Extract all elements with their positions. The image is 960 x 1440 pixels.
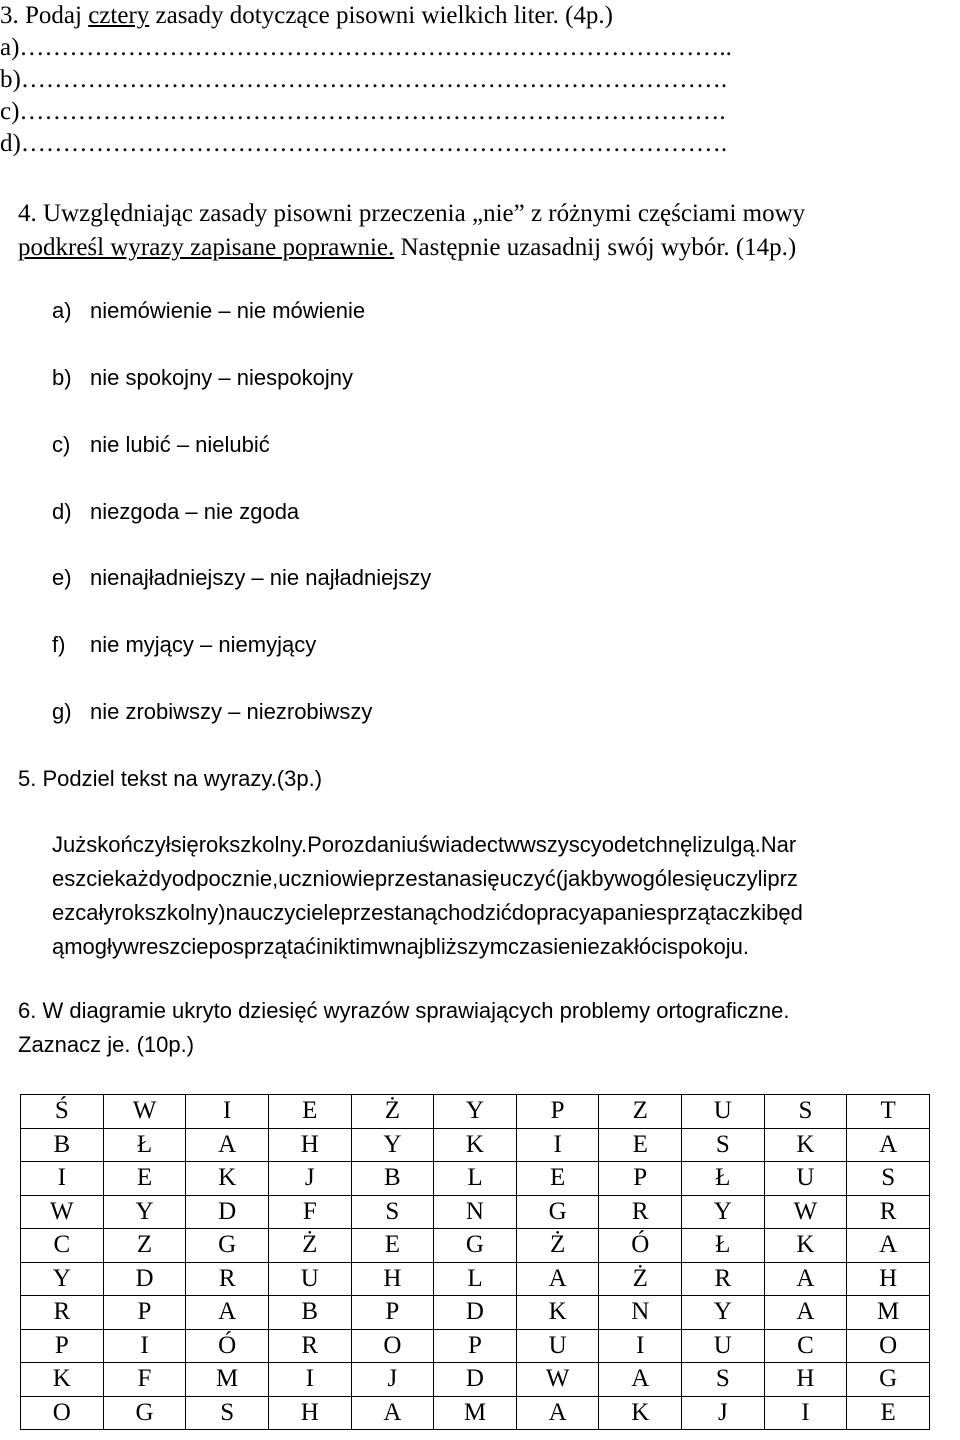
grid-cell[interactable]: Y xyxy=(682,1296,765,1330)
grid-cell[interactable]: R xyxy=(599,1195,682,1229)
grid-cell[interactable]: K xyxy=(21,1363,104,1397)
answer-label: a) xyxy=(0,34,20,61)
grid-cell[interactable]: U xyxy=(268,1262,351,1296)
q5-text-line-1: Jużskończyłsięrokszkolny.Porozdaniuświadectwwszyscyodetchnęlizulgą.Nar xyxy=(52,832,797,857)
q5-text-line-3: ezcałyrokszkolny)nauczycieleprzestanąchodzićdopracyapaniesprzątaczkibęd xyxy=(52,900,803,925)
grid-cell[interactable]: B xyxy=(351,1162,434,1196)
grid-cell[interactable]: M xyxy=(434,1396,517,1430)
grid-cell[interactable]: Y xyxy=(21,1262,104,1296)
grid-row xyxy=(21,1095,930,1129)
grid-cell[interactable]: A xyxy=(847,1229,930,1263)
question-4-line-2 xyxy=(18,232,796,264)
grid-cell[interactable]: A xyxy=(516,1262,599,1296)
grid-cell[interactable]: P xyxy=(103,1296,186,1330)
answer-dots: …………………………………………………………………………. xyxy=(19,98,726,125)
q3-underlined-word: cztery xyxy=(88,2,150,29)
grid-cell[interactable]: R xyxy=(847,1195,930,1229)
grid-cell[interactable]: G xyxy=(516,1195,599,1229)
grid-cell[interactable]: S xyxy=(682,1363,765,1397)
answer-label: d) xyxy=(0,130,21,157)
grid-cell[interactable]: E xyxy=(516,1162,599,1196)
grid-cell[interactable]: Ł xyxy=(682,1162,765,1196)
q3-answer-a[interactable] xyxy=(0,32,732,64)
grid-cell[interactable]: H xyxy=(351,1262,434,1296)
grid-cell[interactable]: U xyxy=(682,1095,765,1129)
question-6-line-2: Zaznacz je. (10p.) xyxy=(18,1032,195,1057)
grid-cell[interactable]: N xyxy=(434,1195,517,1229)
grid-cell[interactable]: I xyxy=(103,1329,186,1363)
grid-cell[interactable]: M xyxy=(847,1296,930,1330)
grid-cell[interactable]: K xyxy=(599,1396,682,1430)
grid-cell[interactable]: Z xyxy=(103,1229,186,1263)
answer-dots: …………………………………………………………………………. xyxy=(20,66,728,93)
grid-cell[interactable]: Y xyxy=(682,1195,765,1229)
grid-cell[interactable]: Y xyxy=(351,1128,434,1162)
option-label: b) xyxy=(52,365,72,390)
q3-text-pre: 3. Podaj xyxy=(0,2,89,29)
grid-cell[interactable]: P xyxy=(434,1329,517,1363)
grid-cell[interactable]: C xyxy=(764,1329,847,1363)
q4-option-d[interactable] xyxy=(52,497,299,527)
grid-row xyxy=(21,1262,930,1296)
grid-cell[interactable]: L xyxy=(434,1262,517,1296)
grid-cell[interactable]: S xyxy=(682,1128,765,1162)
grid-cell[interactable]: S xyxy=(847,1162,930,1196)
grid-row xyxy=(21,1229,930,1263)
grid-cell[interactable]: H xyxy=(764,1363,847,1397)
grid-cell[interactable]: N xyxy=(599,1296,682,1330)
grid-cell[interactable]: E xyxy=(103,1162,186,1196)
grid-cell[interactable]: Y xyxy=(103,1195,186,1229)
grid-cell[interactable]: Y xyxy=(434,1095,517,1129)
grid-cell[interactable]: D xyxy=(103,1262,186,1296)
option-text: niezgoda – nie zgoda xyxy=(90,499,300,524)
option-text: nie lubić – nielubić xyxy=(90,432,270,457)
grid-cell[interactable]: A xyxy=(764,1296,847,1330)
grid-cell[interactable]: U xyxy=(682,1329,765,1363)
grid-cell[interactable]: B xyxy=(21,1128,104,1162)
grid-cell[interactable]: Ż xyxy=(351,1095,434,1129)
grid-row xyxy=(21,1329,930,1363)
grid-cell[interactable]: I xyxy=(516,1128,599,1162)
grid-cell[interactable]: Ś xyxy=(21,1095,104,1129)
grid-cell[interactable]: P xyxy=(516,1095,599,1129)
answer-dots: ………………………………………………………………………….. xyxy=(19,34,732,61)
question-4-line-1: 4. Uwzględniając zasady pisowni przeczenia „nie” z różnymi częściami mowy xyxy=(18,200,806,227)
grid-cell[interactable]: Ż xyxy=(268,1229,351,1263)
answer-label: c) xyxy=(0,98,20,125)
grid-row xyxy=(21,1128,930,1162)
grid-cell[interactable]: B xyxy=(268,1296,351,1330)
grid-cell[interactable]: J xyxy=(351,1363,434,1397)
grid-row xyxy=(21,1195,930,1229)
grid-cell[interactable]: A xyxy=(764,1262,847,1296)
grid-cell[interactable]: W xyxy=(764,1195,847,1229)
answer-label: b) xyxy=(0,66,21,93)
grid-cell[interactable]: Ó xyxy=(186,1329,269,1363)
grid-cell[interactable]: K xyxy=(516,1296,599,1330)
q4-underlined-instruction: podkreśl wyrazy zapisane poprawnie. xyxy=(18,234,395,261)
grid-cell[interactable]: O xyxy=(847,1329,930,1363)
option-label: a) xyxy=(52,298,72,323)
grid-cell[interactable]: O xyxy=(21,1396,104,1430)
grid-cell[interactable]: O xyxy=(351,1329,434,1363)
grid-cell[interactable]: E xyxy=(351,1229,434,1263)
question-6-line-1: 6. W diagramie ukryto dziesięć wyrazów sprawiających problemy ortograficzne. xyxy=(18,998,790,1023)
grid-row xyxy=(21,1396,930,1430)
option-text: nie myjący – niemyjący xyxy=(90,632,317,657)
grid-cell[interactable]: F xyxy=(103,1363,186,1397)
q4-option-b[interactable] xyxy=(52,363,353,393)
option-text: nie zrobiwszy – niezrobiwszy xyxy=(90,699,373,724)
grid-cell[interactable]: A xyxy=(847,1128,930,1162)
grid-cell[interactable]: S xyxy=(351,1195,434,1229)
grid-row xyxy=(21,1363,930,1397)
grid-cell[interactable]: U xyxy=(516,1329,599,1363)
grid-cell[interactable]: W xyxy=(21,1195,104,1229)
grid-cell[interactable]: M xyxy=(186,1363,269,1397)
grid-cell[interactable]: L xyxy=(434,1162,517,1196)
option-label: d) xyxy=(52,499,72,524)
grid-cell[interactable]: C xyxy=(21,1229,104,1263)
grid-row xyxy=(21,1162,930,1196)
grid-cell[interactable]: H xyxy=(268,1396,351,1430)
grid-cell[interactable]: T xyxy=(847,1095,930,1129)
grid-cell[interactable]: D xyxy=(434,1363,517,1397)
grid-cell[interactable]: Ł xyxy=(682,1229,765,1263)
grid-cell[interactable]: E xyxy=(268,1095,351,1129)
q3-answer-c[interactable] xyxy=(0,96,726,128)
grid-cell[interactable]: Z xyxy=(599,1095,682,1129)
grid-cell[interactable]: A xyxy=(186,1296,269,1330)
grid-cell[interactable]: W xyxy=(516,1363,599,1397)
grid-cell[interactable]: R xyxy=(21,1296,104,1330)
grid-cell[interactable]: D xyxy=(434,1296,517,1330)
grid-cell[interactable]: S xyxy=(764,1095,847,1129)
grid-cell[interactable]: A xyxy=(351,1396,434,1430)
q3-answer-d[interactable] xyxy=(0,128,727,160)
grid-cell[interactable]: E xyxy=(599,1128,682,1162)
grid-cell[interactable]: I xyxy=(268,1363,351,1397)
grid-row xyxy=(21,1296,930,1330)
grid-cell[interactable]: A xyxy=(599,1363,682,1397)
grid-cell[interactable]: K xyxy=(764,1229,847,1263)
q4-option-f[interactable] xyxy=(52,630,316,660)
grid-cell[interactable]: A xyxy=(186,1128,269,1162)
grid-cell[interactable]: G xyxy=(847,1363,930,1397)
q4-option-e[interactable] xyxy=(52,563,431,593)
grid-cell[interactable]: H xyxy=(268,1128,351,1162)
grid-cell[interactable]: A xyxy=(516,1396,599,1430)
q4-text-post: Następnie uzasadnij swój wybór. (14p.) xyxy=(394,234,797,261)
option-label: c) xyxy=(52,432,71,457)
q5-text-line-4: ąmogływreszcieposprzątaćiniktimwnajbliższymczasieniezakłócispokoju. xyxy=(52,934,749,959)
grid-cell[interactable]: I xyxy=(186,1095,269,1129)
grid-cell[interactable]: J xyxy=(682,1396,765,1430)
grid-cell[interactable]: K xyxy=(434,1128,517,1162)
grid-cell[interactable]: J xyxy=(268,1162,351,1196)
grid-cell[interactable]: R xyxy=(186,1262,269,1296)
grid-cell[interactable]: U xyxy=(764,1162,847,1196)
grid-cell[interactable]: Ó xyxy=(599,1229,682,1263)
grid-cell[interactable]: H xyxy=(847,1262,930,1296)
grid-cell[interactable]: G xyxy=(186,1229,269,1263)
grid-cell[interactable]: Ż xyxy=(516,1229,599,1263)
option-text: niemówienie – nie mówienie xyxy=(90,298,366,323)
grid-cell[interactable]: Ż xyxy=(599,1262,682,1296)
q4-option-a[interactable] xyxy=(52,296,365,326)
option-label: f) xyxy=(52,632,66,657)
grid-cell[interactable]: P xyxy=(599,1162,682,1196)
option-text: nienajładniejszy – nie najładniejszy xyxy=(90,565,432,590)
grid-cell[interactable]: R xyxy=(268,1329,351,1363)
grid-cell[interactable]: P xyxy=(21,1329,104,1363)
grid-cell[interactable]: K xyxy=(764,1128,847,1162)
option-label: e) xyxy=(52,565,72,590)
grid-cell[interactable]: E xyxy=(847,1396,930,1430)
q5-text-line-2: eszciekażdyodpocznie,uczniowieprzestanasięuczyć(jakbywogólesięuczyliprz xyxy=(52,866,798,891)
grid-cell[interactable]: P xyxy=(351,1296,434,1330)
q4-option-c[interactable] xyxy=(52,430,270,460)
grid-cell[interactable]: Ł xyxy=(103,1128,186,1162)
grid-cell[interactable]: I xyxy=(599,1329,682,1363)
option-label: g) xyxy=(52,699,72,724)
q4-option-g[interactable] xyxy=(52,697,372,727)
grid-cell[interactable]: I xyxy=(21,1162,104,1196)
q3-answer-b[interactable] xyxy=(0,64,727,96)
option-text: nie spokojny – niespokojny xyxy=(90,365,353,390)
grid-cell[interactable]: G xyxy=(434,1229,517,1263)
grid-cell[interactable]: G xyxy=(103,1396,186,1430)
q3-text-post: zasady dotyczące pisowni wielkich liter. (4p.) xyxy=(149,2,613,29)
word-search-grid xyxy=(20,1094,930,1430)
grid-cell[interactable]: K xyxy=(186,1162,269,1196)
grid-cell[interactable]: F xyxy=(268,1195,351,1229)
grid-cell[interactable]: W xyxy=(103,1095,186,1129)
question-5-heading: 5. Podziel tekst na wyrazy.(3p.) xyxy=(18,766,323,791)
answer-dots: …………………………………………………………………………. xyxy=(20,130,728,157)
grid-cell[interactable]: R xyxy=(682,1262,765,1296)
grid-cell[interactable]: I xyxy=(764,1396,847,1430)
grid-cell[interactable]: D xyxy=(186,1195,269,1229)
grid-cell[interactable]: S xyxy=(186,1396,269,1430)
question-3-heading xyxy=(0,0,613,32)
